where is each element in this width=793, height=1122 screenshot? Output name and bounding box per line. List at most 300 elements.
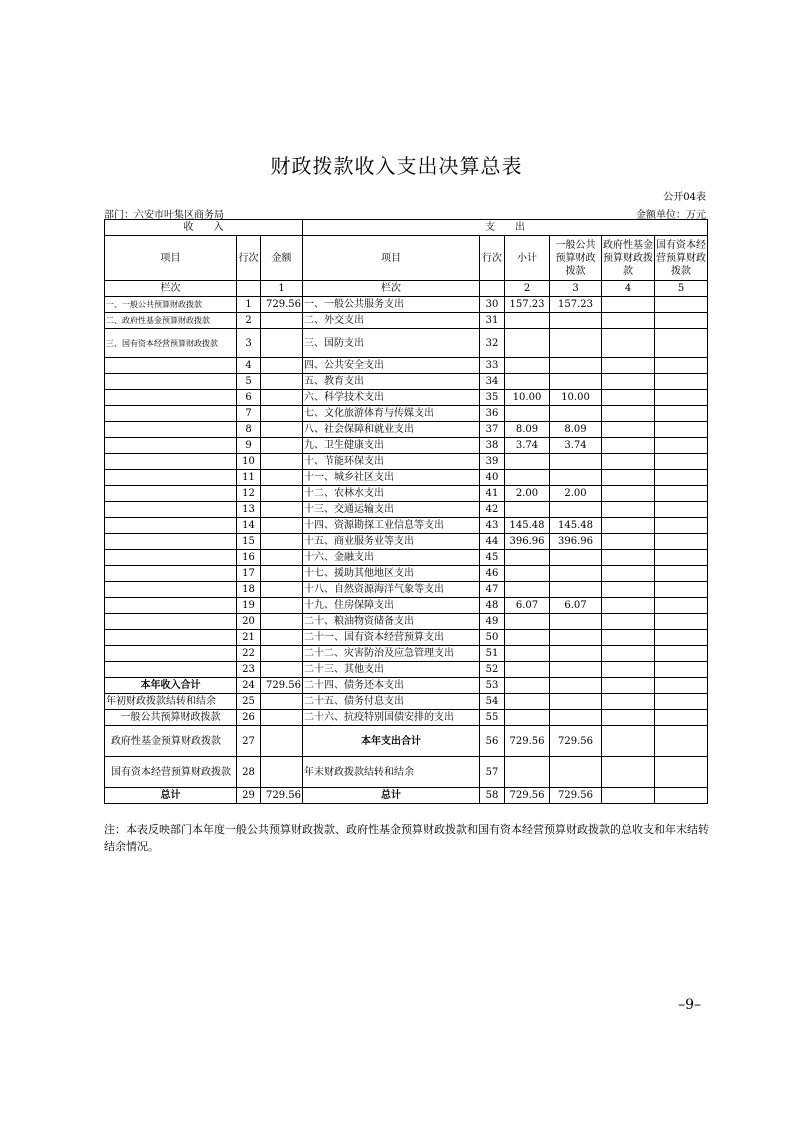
subtotal <box>505 662 550 678</box>
expense-item-header: 项目 <box>303 236 480 281</box>
gov-fund-amount <box>602 566 655 582</box>
gov-fund-amount <box>602 297 655 313</box>
gov-fund-amount <box>602 646 655 662</box>
general-budget-amount <box>550 614 602 630</box>
expense-item: 十三、交通运输支出 <box>303 502 480 518</box>
table-row <box>105 678 708 694</box>
expense-row-no: 52 <box>480 662 505 678</box>
income-row-no: 9 <box>237 438 261 454</box>
income-item: 总计 <box>105 788 237 804</box>
state-capital-amount <box>655 297 708 313</box>
table-row <box>105 422 708 438</box>
income-row-no: 8 <box>237 422 261 438</box>
income-row-no: 5 <box>237 374 261 390</box>
table-row <box>105 502 708 518</box>
subtotal <box>505 710 550 726</box>
income-amount <box>261 438 303 454</box>
expense-item: 二十、粮油物资储备支出 <box>303 614 480 630</box>
income-row-no: 20 <box>237 614 261 630</box>
expense-row-no: 42 <box>480 502 505 518</box>
table-row <box>105 358 708 374</box>
gov-fund-header: 政府性基金预算财政拨款 <box>602 236 655 281</box>
income-item <box>105 406 237 422</box>
table-row <box>105 757 708 788</box>
expense-row-no-header: 行次 <box>480 236 505 281</box>
income-row-no: 3 <box>237 329 261 358</box>
subtotal <box>505 694 550 710</box>
income-item <box>105 518 237 534</box>
gov-fund-amount <box>602 534 655 550</box>
expense-item: 七、文化旅游体育与传媒支出 <box>303 406 480 422</box>
income-amount <box>261 757 303 788</box>
income-item <box>105 486 237 502</box>
general-budget-amount <box>550 662 602 678</box>
income-item: 年初财政拨款结转和结余 <box>105 694 237 710</box>
income-item: 三、国有资本经营预算财政拨款 <box>105 329 237 358</box>
state-capital-amount <box>655 406 708 422</box>
subtotal <box>505 358 550 374</box>
expense-row-no: 40 <box>480 470 505 486</box>
general-budget-amount <box>550 374 602 390</box>
income-row-no: 13 <box>237 502 261 518</box>
state-capital-amount <box>655 694 708 710</box>
expense-row-no: 30 <box>480 297 505 313</box>
table-row <box>105 438 708 454</box>
income-item <box>105 422 237 438</box>
subtotal: 729.56 <box>505 788 550 804</box>
income-amount <box>261 646 303 662</box>
income-amount <box>261 374 303 390</box>
income-row-no: 10 <box>237 454 261 470</box>
table-row <box>105 582 708 598</box>
general-budget-amount: 729.56 <box>550 726 602 757</box>
state-capital-amount <box>655 486 708 502</box>
income-amount <box>261 614 303 630</box>
income-amount <box>261 566 303 582</box>
income-row-no: 29 <box>237 788 261 804</box>
income-amount <box>261 358 303 374</box>
expense-row-no: 41 <box>480 486 505 502</box>
expense-item: 二十二、灾害防治及应急管理支出 <box>303 646 480 662</box>
column-index-blank-right <box>480 281 505 297</box>
table-row <box>105 329 708 358</box>
expense-item: 十一、城乡社区支出 <box>303 470 480 486</box>
state-capital-amount <box>655 534 708 550</box>
expense-item: 本年支出合计 <box>303 726 480 757</box>
gov-fund-amount <box>602 550 655 566</box>
expense-row-no: 55 <box>480 710 505 726</box>
income-row-no: 14 <box>237 518 261 534</box>
income-item: 二、政府性基金预算财政拨款 <box>105 313 237 329</box>
expense-row-no: 38 <box>480 438 505 454</box>
table-row <box>105 374 708 390</box>
expense-row-no: 35 <box>480 390 505 406</box>
general-budget-amount <box>550 694 602 710</box>
table-row <box>105 726 708 757</box>
income-amount <box>261 470 303 486</box>
income-amount <box>261 550 303 566</box>
table-row <box>105 313 708 329</box>
income-item <box>105 358 237 374</box>
gov-fund-amount <box>602 726 655 757</box>
income-item <box>105 454 237 470</box>
subtotal <box>505 566 550 582</box>
table-row <box>105 614 708 630</box>
unit-label: 金额单位：万元 <box>636 210 706 221</box>
income-item <box>105 646 237 662</box>
gov-fund-amount <box>602 662 655 678</box>
state-capital-amount <box>655 313 708 329</box>
table-row <box>105 550 708 566</box>
income-amount <box>261 486 303 502</box>
income-row-no: 15 <box>237 534 261 550</box>
subtotal <box>505 630 550 646</box>
general-budget-amount: 2.00 <box>550 486 602 502</box>
gov-fund-amount <box>602 502 655 518</box>
table-row <box>105 486 708 502</box>
table-row <box>105 662 708 678</box>
state-capital-amount <box>655 646 708 662</box>
general-budget-amount: 3.74 <box>550 438 602 454</box>
gov-fund-amount <box>602 454 655 470</box>
gov-fund-amount <box>602 598 655 614</box>
gov-fund-amount <box>602 422 655 438</box>
state-capital-amount <box>655 662 708 678</box>
income-amount <box>261 662 303 678</box>
expense-header: 支 出 <box>303 220 708 236</box>
subtotal <box>505 582 550 598</box>
subtotal <box>505 502 550 518</box>
subtotal: 157.23 <box>505 297 550 313</box>
expense-item: 二十三、其他支出 <box>303 662 480 678</box>
state-capital-amount <box>655 598 708 614</box>
column-index-label: 栏次 <box>105 281 237 297</box>
state-capital-amount <box>655 757 708 788</box>
income-item <box>105 534 237 550</box>
expense-row-no: 58 <box>480 788 505 804</box>
income-item <box>105 550 237 566</box>
income-amount <box>261 313 303 329</box>
income-row-no: 1 <box>237 297 261 313</box>
income-amount <box>261 534 303 550</box>
state-capital-amount <box>655 518 708 534</box>
expense-row-no: 51 <box>480 646 505 662</box>
state-capital-amount <box>655 678 708 694</box>
income-item <box>105 390 237 406</box>
expense-row-no: 43 <box>480 518 505 534</box>
income-amount: 729.56 <box>261 788 303 804</box>
subtotal-header: 小计 <box>505 236 550 281</box>
expense-row-no: 34 <box>480 374 505 390</box>
table-row <box>105 534 708 550</box>
department-label: 部门：六安市叶集区商务局 <box>104 210 224 221</box>
subtotal <box>505 329 550 358</box>
expense-row-no: 32 <box>480 329 505 358</box>
general-budget-amount: 145.48 <box>550 518 602 534</box>
general-budget-amount <box>550 757 602 788</box>
table-row <box>105 518 708 534</box>
table-row <box>105 454 708 470</box>
expense-row-no: 48 <box>480 598 505 614</box>
expense-row-no: 54 <box>480 694 505 710</box>
table-row <box>105 788 708 804</box>
expense-row-no: 31 <box>480 313 505 329</box>
subtotal <box>505 374 550 390</box>
income-item <box>105 614 237 630</box>
expense-item: 八、社会保障和就业支出 <box>303 422 480 438</box>
income-row-no: 21 <box>237 630 261 646</box>
income-item <box>105 438 237 454</box>
income-amount <box>261 694 303 710</box>
expense-row-no: 39 <box>480 454 505 470</box>
income-row-no: 17 <box>237 566 261 582</box>
expense-row-no: 37 <box>480 422 505 438</box>
gov-fund-amount <box>602 406 655 422</box>
state-capital-amount <box>655 726 708 757</box>
form-number: 公开04表 <box>663 192 706 203</box>
income-row-no: 16 <box>237 550 261 566</box>
gov-fund-amount <box>602 694 655 710</box>
expense-item: 年末财政拨款结转和结余 <box>303 757 480 788</box>
expense-item: 十、节能环保支出 <box>303 454 480 470</box>
gov-fund-amount <box>602 358 655 374</box>
general-budget-amount: 6.07 <box>550 598 602 614</box>
subtotal: 8.09 <box>505 422 550 438</box>
expense-item: 十八、自然资源海洋气象等支出 <box>303 582 480 598</box>
income-row-no: 24 <box>237 678 261 694</box>
expense-item: 六、科学技术支出 <box>303 390 480 406</box>
subtotal <box>505 757 550 788</box>
subtotal <box>505 550 550 566</box>
general-budget-amount <box>550 329 602 358</box>
expense-item: 十五、商业服务业等支出 <box>303 534 480 550</box>
table-row <box>105 390 708 406</box>
table-row <box>105 297 708 313</box>
general-budget-amount <box>550 502 602 518</box>
state-capital-amount <box>655 422 708 438</box>
gov-fund-amount <box>602 438 655 454</box>
expense-item: 二十六、抗疫特别国债安排的支出 <box>303 710 480 726</box>
income-amount <box>261 630 303 646</box>
income-row-no: 7 <box>237 406 261 422</box>
table-row <box>105 694 708 710</box>
state-capital-amount <box>655 566 708 582</box>
expense-item: 一、一般公共服务支出 <box>303 297 480 313</box>
general-budget-amount <box>550 470 602 486</box>
gov-fund-amount <box>602 757 655 788</box>
state-capital-amount <box>655 710 708 726</box>
income-row-no: 27 <box>237 726 261 757</box>
expense-item: 十四、资源勘探工业信息等支出 <box>303 518 480 534</box>
income-row-no: 18 <box>237 582 261 598</box>
state-capital-amount <box>655 550 708 566</box>
gov-fund-amount <box>602 518 655 534</box>
general-budget-amount: 157.23 <box>550 297 602 313</box>
income-item <box>105 470 237 486</box>
column-index-2: 2 <box>505 281 550 297</box>
income-amount-header: 金额 <box>261 236 303 281</box>
gov-fund-amount <box>602 313 655 329</box>
general-budget-amount <box>550 358 602 374</box>
expense-item: 二十一、国有资本经营预算支出 <box>303 630 480 646</box>
table-row <box>105 566 708 582</box>
expense-row-no: 46 <box>480 566 505 582</box>
income-row-no: 4 <box>237 358 261 374</box>
income-row-no: 25 <box>237 694 261 710</box>
income-amount <box>261 502 303 518</box>
general-budget-amount: 8.09 <box>550 422 602 438</box>
income-amount <box>261 406 303 422</box>
income-amount <box>261 390 303 406</box>
gov-fund-amount <box>602 329 655 358</box>
state-capital-amount <box>655 470 708 486</box>
income-row-no: 2 <box>237 313 261 329</box>
subtotal <box>505 646 550 662</box>
subtotal: 3.74 <box>505 438 550 454</box>
column-index-5: 5 <box>655 281 708 297</box>
income-item <box>105 630 237 646</box>
expense-item: 十二、农林水支出 <box>303 486 480 502</box>
budget-summary-table <box>104 219 708 804</box>
state-capital-amount <box>655 788 708 804</box>
expense-row-no: 45 <box>480 550 505 566</box>
gov-fund-amount <box>602 630 655 646</box>
gov-fund-amount <box>602 614 655 630</box>
income-row-no: 28 <box>237 757 261 788</box>
expense-item: 二十五、债务付息支出 <box>303 694 480 710</box>
subtotal <box>505 313 550 329</box>
income-amount <box>261 422 303 438</box>
general-budget-amount <box>550 710 602 726</box>
expense-item: 十七、援助其他地区支出 <box>303 566 480 582</box>
subtotal <box>505 454 550 470</box>
income-amount <box>261 454 303 470</box>
page-number: –9– <box>678 997 701 1013</box>
general-budget-amount <box>550 582 602 598</box>
income-row-no: 26 <box>237 710 261 726</box>
subtotal <box>505 678 550 694</box>
expense-item: 总计 <box>303 788 480 804</box>
expense-row-no: 44 <box>480 534 505 550</box>
subtotal: 2.00 <box>505 486 550 502</box>
income-amount <box>261 518 303 534</box>
income-amount <box>261 582 303 598</box>
gov-fund-amount <box>602 710 655 726</box>
expense-item: 二、外交支出 <box>303 313 480 329</box>
table-row <box>105 710 708 726</box>
general-budget-amount: 396.96 <box>550 534 602 550</box>
general-budget-header: 一般公共预算财政拨款 <box>550 236 602 281</box>
expense-row-no: 53 <box>480 678 505 694</box>
column-index-blank <box>237 281 261 297</box>
expense-item: 十六、金融支出 <box>303 550 480 566</box>
income-row-no: 6 <box>237 390 261 406</box>
income-amount <box>261 329 303 358</box>
state-capital-amount <box>655 454 708 470</box>
income-row-no: 23 <box>237 662 261 678</box>
subtotal: 6.07 <box>505 598 550 614</box>
income-item <box>105 566 237 582</box>
general-budget-amount: 729.56 <box>550 788 602 804</box>
income-row-no: 11 <box>237 470 261 486</box>
general-budget-amount <box>550 313 602 329</box>
income-amount: 729.56 <box>261 678 303 694</box>
income-item-header: 项目 <box>105 236 237 281</box>
income-item <box>105 374 237 390</box>
table-row <box>105 470 708 486</box>
expense-item: 四、公共安全支出 <box>303 358 480 374</box>
income-amount <box>261 710 303 726</box>
income-header: 收 入 <box>105 220 303 236</box>
subtotal: 729.56 <box>505 726 550 757</box>
expense-row-no: 57 <box>480 757 505 788</box>
table-row <box>105 406 708 422</box>
income-item: 一、一般公共预算财政拨款 <box>105 297 237 313</box>
income-item <box>105 598 237 614</box>
general-budget-amount: 10.00 <box>550 390 602 406</box>
state-capital-amount <box>655 438 708 454</box>
page-title: 财政拨款收入支出决算总表 <box>270 154 523 178</box>
state-capital-header: 国有资本经营预算财政拨款 <box>655 236 708 281</box>
general-budget-amount <box>550 550 602 566</box>
income-item: 一般公共预算财政拨款 <box>105 710 237 726</box>
gov-fund-amount <box>602 390 655 406</box>
general-budget-amount <box>550 454 602 470</box>
income-row-no: 19 <box>237 598 261 614</box>
table-note: 注：本表反映部门本年度一般公共预算财政拨款、政府性基金预算财政拨款和国有资本经营预算财政拨款的总收支和年末结转结余情况。 <box>104 823 709 853</box>
income-amount <box>261 598 303 614</box>
income-amount <box>261 726 303 757</box>
state-capital-amount <box>655 358 708 374</box>
gov-fund-amount <box>602 582 655 598</box>
table-row <box>105 598 708 614</box>
general-budget-amount <box>550 678 602 694</box>
table-row <box>105 630 708 646</box>
column-index-3: 3 <box>550 281 602 297</box>
expense-item: 九、卫生健康支出 <box>303 438 480 454</box>
income-item <box>105 502 237 518</box>
expense-item: 五、教育支出 <box>303 374 480 390</box>
gov-fund-amount <box>602 788 655 804</box>
column-index-label-right: 栏次 <box>303 281 480 297</box>
subtotal <box>505 406 550 422</box>
expense-item: 十九、住房保障支出 <box>303 598 480 614</box>
expense-row-no: 33 <box>480 358 505 374</box>
gov-fund-amount <box>602 374 655 390</box>
state-capital-amount <box>655 582 708 598</box>
subtotal: 396.96 <box>505 534 550 550</box>
expense-row-no: 49 <box>480 614 505 630</box>
column-index-1: 1 <box>261 281 303 297</box>
income-item: 本年收入合计 <box>105 678 237 694</box>
state-capital-amount <box>655 630 708 646</box>
income-row-no: 12 <box>237 486 261 502</box>
subtotal: 10.00 <box>505 390 550 406</box>
general-budget-amount <box>550 630 602 646</box>
income-item <box>105 662 237 678</box>
income-item: 国有资本经营预算财政拨款 <box>105 757 237 788</box>
expense-row-no: 56 <box>480 726 505 757</box>
general-budget-amount <box>550 646 602 662</box>
expense-row-no: 47 <box>480 582 505 598</box>
expense-item: 二十四、债务还本支出 <box>303 678 480 694</box>
subtotal <box>505 614 550 630</box>
general-budget-amount <box>550 566 602 582</box>
income-item <box>105 582 237 598</box>
subtotal: 145.48 <box>505 518 550 534</box>
expense-item: 三、国防支出 <box>303 329 480 358</box>
state-capital-amount <box>655 614 708 630</box>
